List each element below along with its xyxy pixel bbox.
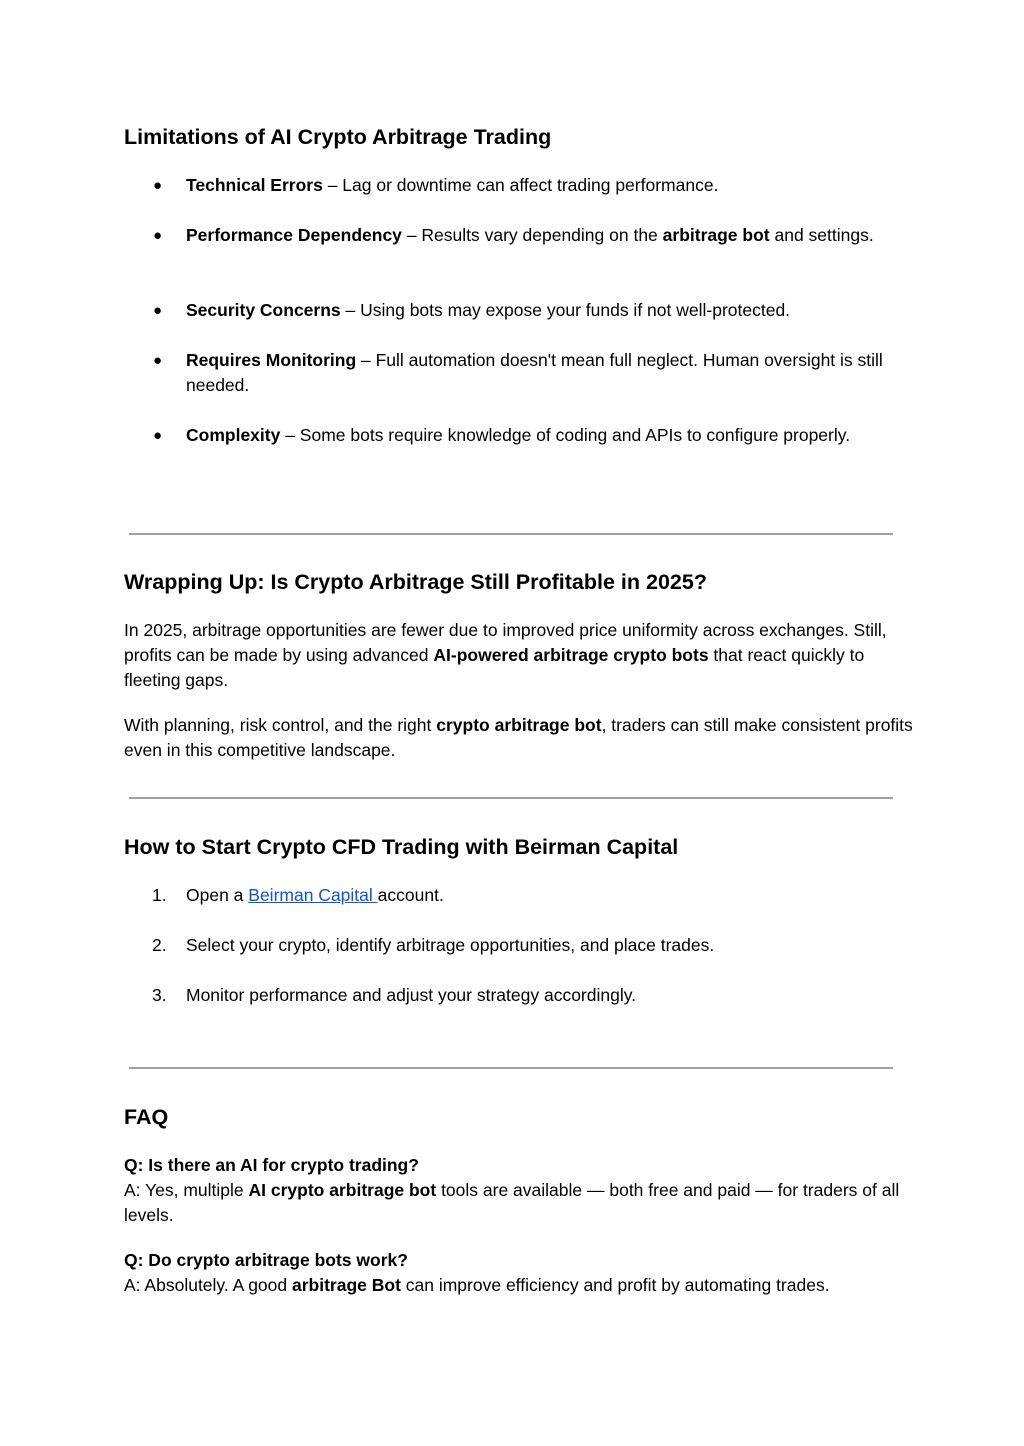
bullet-icon: ● xyxy=(153,427,163,444)
step-number: 2. xyxy=(152,935,167,955)
step-number: 3. xyxy=(152,985,167,1005)
section-divider xyxy=(129,533,893,535)
how-to-start-heading: How to Start Crypto CFD Trading with Beirman Capital xyxy=(124,835,679,859)
faq-answer: A: Yes, multiple xyxy=(124,1180,249,1200)
faq-heading: FAQ xyxy=(124,1105,169,1129)
bullet-icon: ● xyxy=(153,177,163,194)
limitation-item-technical-errors xyxy=(186,173,906,198)
bullet-icon: ● xyxy=(153,227,163,244)
limitation-term: Requires Monitoring xyxy=(186,350,357,370)
paragraph-text-continued: , traders can still make consistent profits even in this competitive landscape. xyxy=(124,715,913,760)
step-item-3: Monitor performance and adjust your strategy accordingly. xyxy=(186,985,637,1005)
wrapping-up-paragraph-1 xyxy=(124,618,914,693)
limitation-term: Security Concerns xyxy=(186,300,341,320)
limitation-item-complexity xyxy=(186,423,906,448)
bullet-icon: ● xyxy=(153,302,163,319)
faq-answer-continued: tools are available — both free and paid — for traders of all levels. xyxy=(124,1180,900,1225)
faq-question: Q: Do crypto arbitrage bots work? xyxy=(124,1250,408,1270)
limitation-item-performance-dependency xyxy=(186,223,906,248)
faq-item-2 xyxy=(124,1248,914,1298)
limitation-text: – Using bots may expose your funds if not well-protected. xyxy=(340,300,791,320)
wrapping-up-paragraph-2 xyxy=(124,713,914,763)
paragraph-text: With planning, risk control, and the right xyxy=(124,715,437,735)
limitations-heading: Limitations of AI Crypto Arbitrage Trading xyxy=(124,125,552,149)
faq-answer-bold-phrase: arbitrage Bot xyxy=(292,1275,401,1295)
limitation-text: – Some bots require knowledge of coding and APIs to configure properly. xyxy=(280,425,851,445)
faq-item-1 xyxy=(124,1153,914,1228)
wrapping-up-heading: Wrapping Up: Is Crypto Arbitrage Still Profitable in 2025? xyxy=(124,570,707,594)
step-text-continued: account. xyxy=(377,885,444,905)
paragraph-text-continued: that react quickly to fleeting gaps. xyxy=(124,645,865,690)
limitation-item-requires-monitoring xyxy=(186,348,906,398)
beirman-capital-link[interactable]: Beirman Capital xyxy=(248,885,378,905)
step-number: 1. xyxy=(152,885,167,905)
section-divider xyxy=(129,1067,893,1069)
faq-question: Q: Is there an AI for crypto trading? xyxy=(124,1155,419,1175)
limitation-bold-phrase: arbitrage bot xyxy=(662,225,770,245)
paragraph-text: In 2025, arbitrage opportunities are fewer due to improved price uniformity across exchanges. Still, profits can be made by using advanced xyxy=(124,620,887,665)
limitation-text: – Lag or downtime can affect trading performance. xyxy=(322,175,719,195)
limitation-text: – Results vary depending on the xyxy=(401,225,663,245)
paragraph-bold-phrase: crypto arbitrage bot xyxy=(436,715,602,735)
step-item-2: Select your crypto, identify arbitrage opportunities, and place trades. xyxy=(186,935,715,955)
limitation-term: Performance Dependency xyxy=(186,225,402,245)
faq-answer-continued: can improve efficiency and profit by automating trades. xyxy=(400,1275,830,1295)
limitation-item-security-concerns xyxy=(186,298,906,323)
limitation-term: Technical Errors xyxy=(186,175,323,195)
paragraph-bold-phrase: AI-powered arbitrage crypto bots xyxy=(433,645,709,665)
bullet-icon: ● xyxy=(153,352,163,369)
limitation-text-continued: and settings. xyxy=(769,225,874,245)
limitation-term: Complexity xyxy=(186,425,281,445)
limitation-text: – Full automation doesn't mean full neglect. Human oversight is still needed. xyxy=(186,350,883,395)
step-item-1 xyxy=(186,883,906,908)
faq-answer: A: Absolutely. A good xyxy=(124,1275,292,1295)
section-divider xyxy=(129,797,893,799)
faq-answer-bold-phrase: AI crypto arbitrage bot xyxy=(248,1180,437,1200)
step-text: Open a xyxy=(186,885,249,905)
